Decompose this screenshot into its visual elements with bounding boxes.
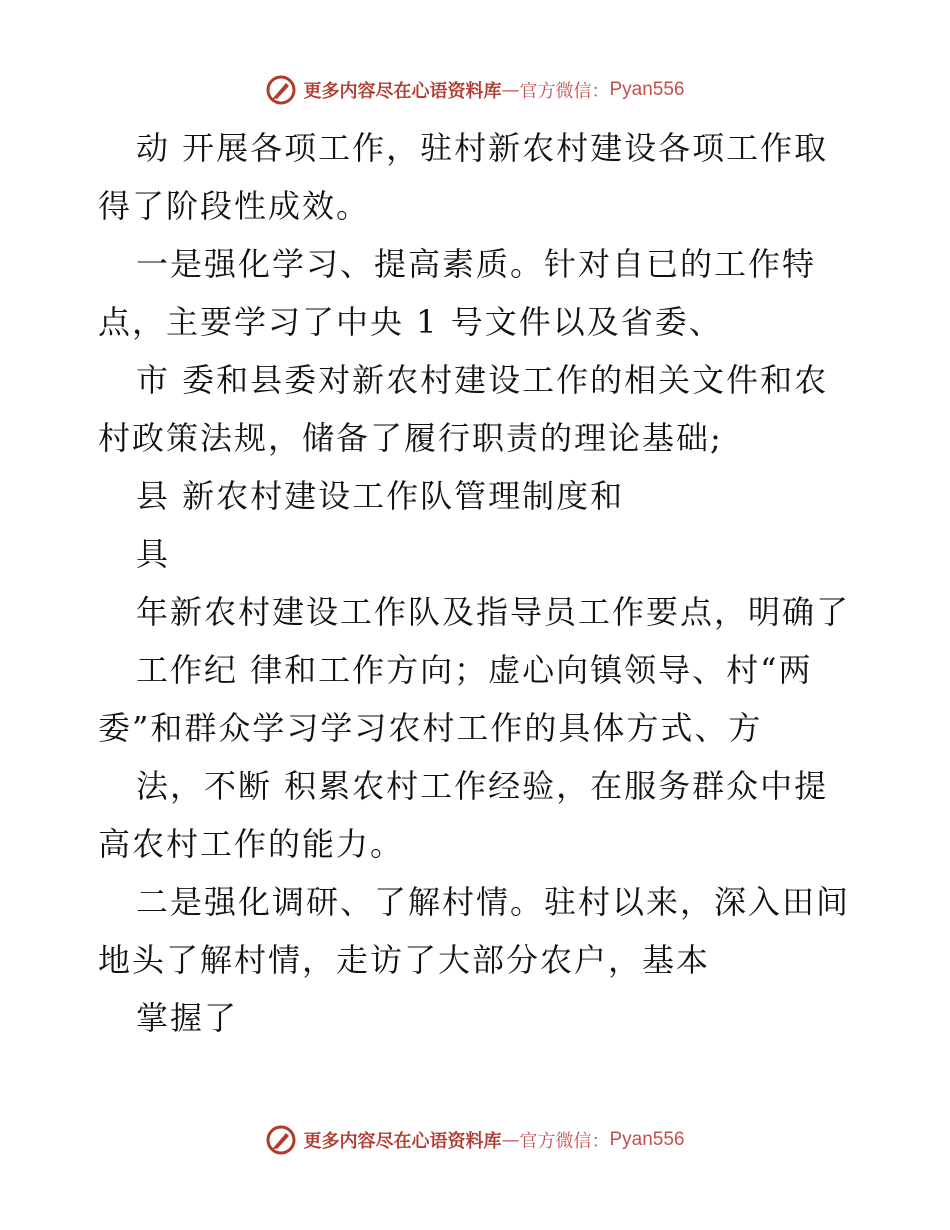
body-line: 年新农村建设工作队及指导员工作要点，明确了 [136,593,851,631]
body-line: 动 开展各项工作，驻村新农村建设各项工作取 [136,129,829,167]
pen-logo-icon [265,1124,297,1156]
body-line: 二是强化调研、了解村情。驻村以来，深入田间 [136,883,851,921]
body-line: 得了阶段性成效。 [98,187,371,225]
body-line: 法，不断 积累农村工作经验，在服务群众中提 [136,767,829,805]
body-line: 具 [136,535,171,573]
body-line: 地头了解村情，走访了大部分农户，基本 [98,941,711,979]
body-line: 委”和群众学习学习农村工作的具体方式、方 [98,709,763,747]
body-line: 工作纪 律和工作方向；虚心向镇领导、村“两 [136,651,813,689]
footer-dash: — [501,1129,520,1151]
pen-logo-icon [265,74,297,106]
body-line: 县 新农村建设工作队管理制度和 [136,477,625,515]
body-line: 掌握了 [136,999,239,1037]
body-line: 一是强化学习、提高素质。针对自已的工作特 [136,245,817,283]
footer-banner [0,1120,950,1160]
body-line: 点，主要学习了中央 1 号文件以及省委、 [98,303,723,341]
footer-wechat-label: 官方微信： [519,1131,610,1152]
footer-site-text: 更多内容尽在心语资料库 [303,1131,502,1152]
header-dash: — [501,79,520,101]
footer-wechat-id: Pyan556 [609,1129,685,1150]
body-line: 高农村工作的能力。 [98,825,405,863]
header-banner [0,70,950,110]
header-site-text: 更多内容尽在心语资料库 [303,81,502,102]
header-wechat-id: Pyan556 [609,79,685,100]
header-wechat-label: 官方微信： [519,81,610,102]
body-line: 村政策法规，储备了履行职责的理论基础; [98,419,723,457]
body-line: 市 委和县委对新农村建设工作的相关文件和农 [136,361,829,399]
